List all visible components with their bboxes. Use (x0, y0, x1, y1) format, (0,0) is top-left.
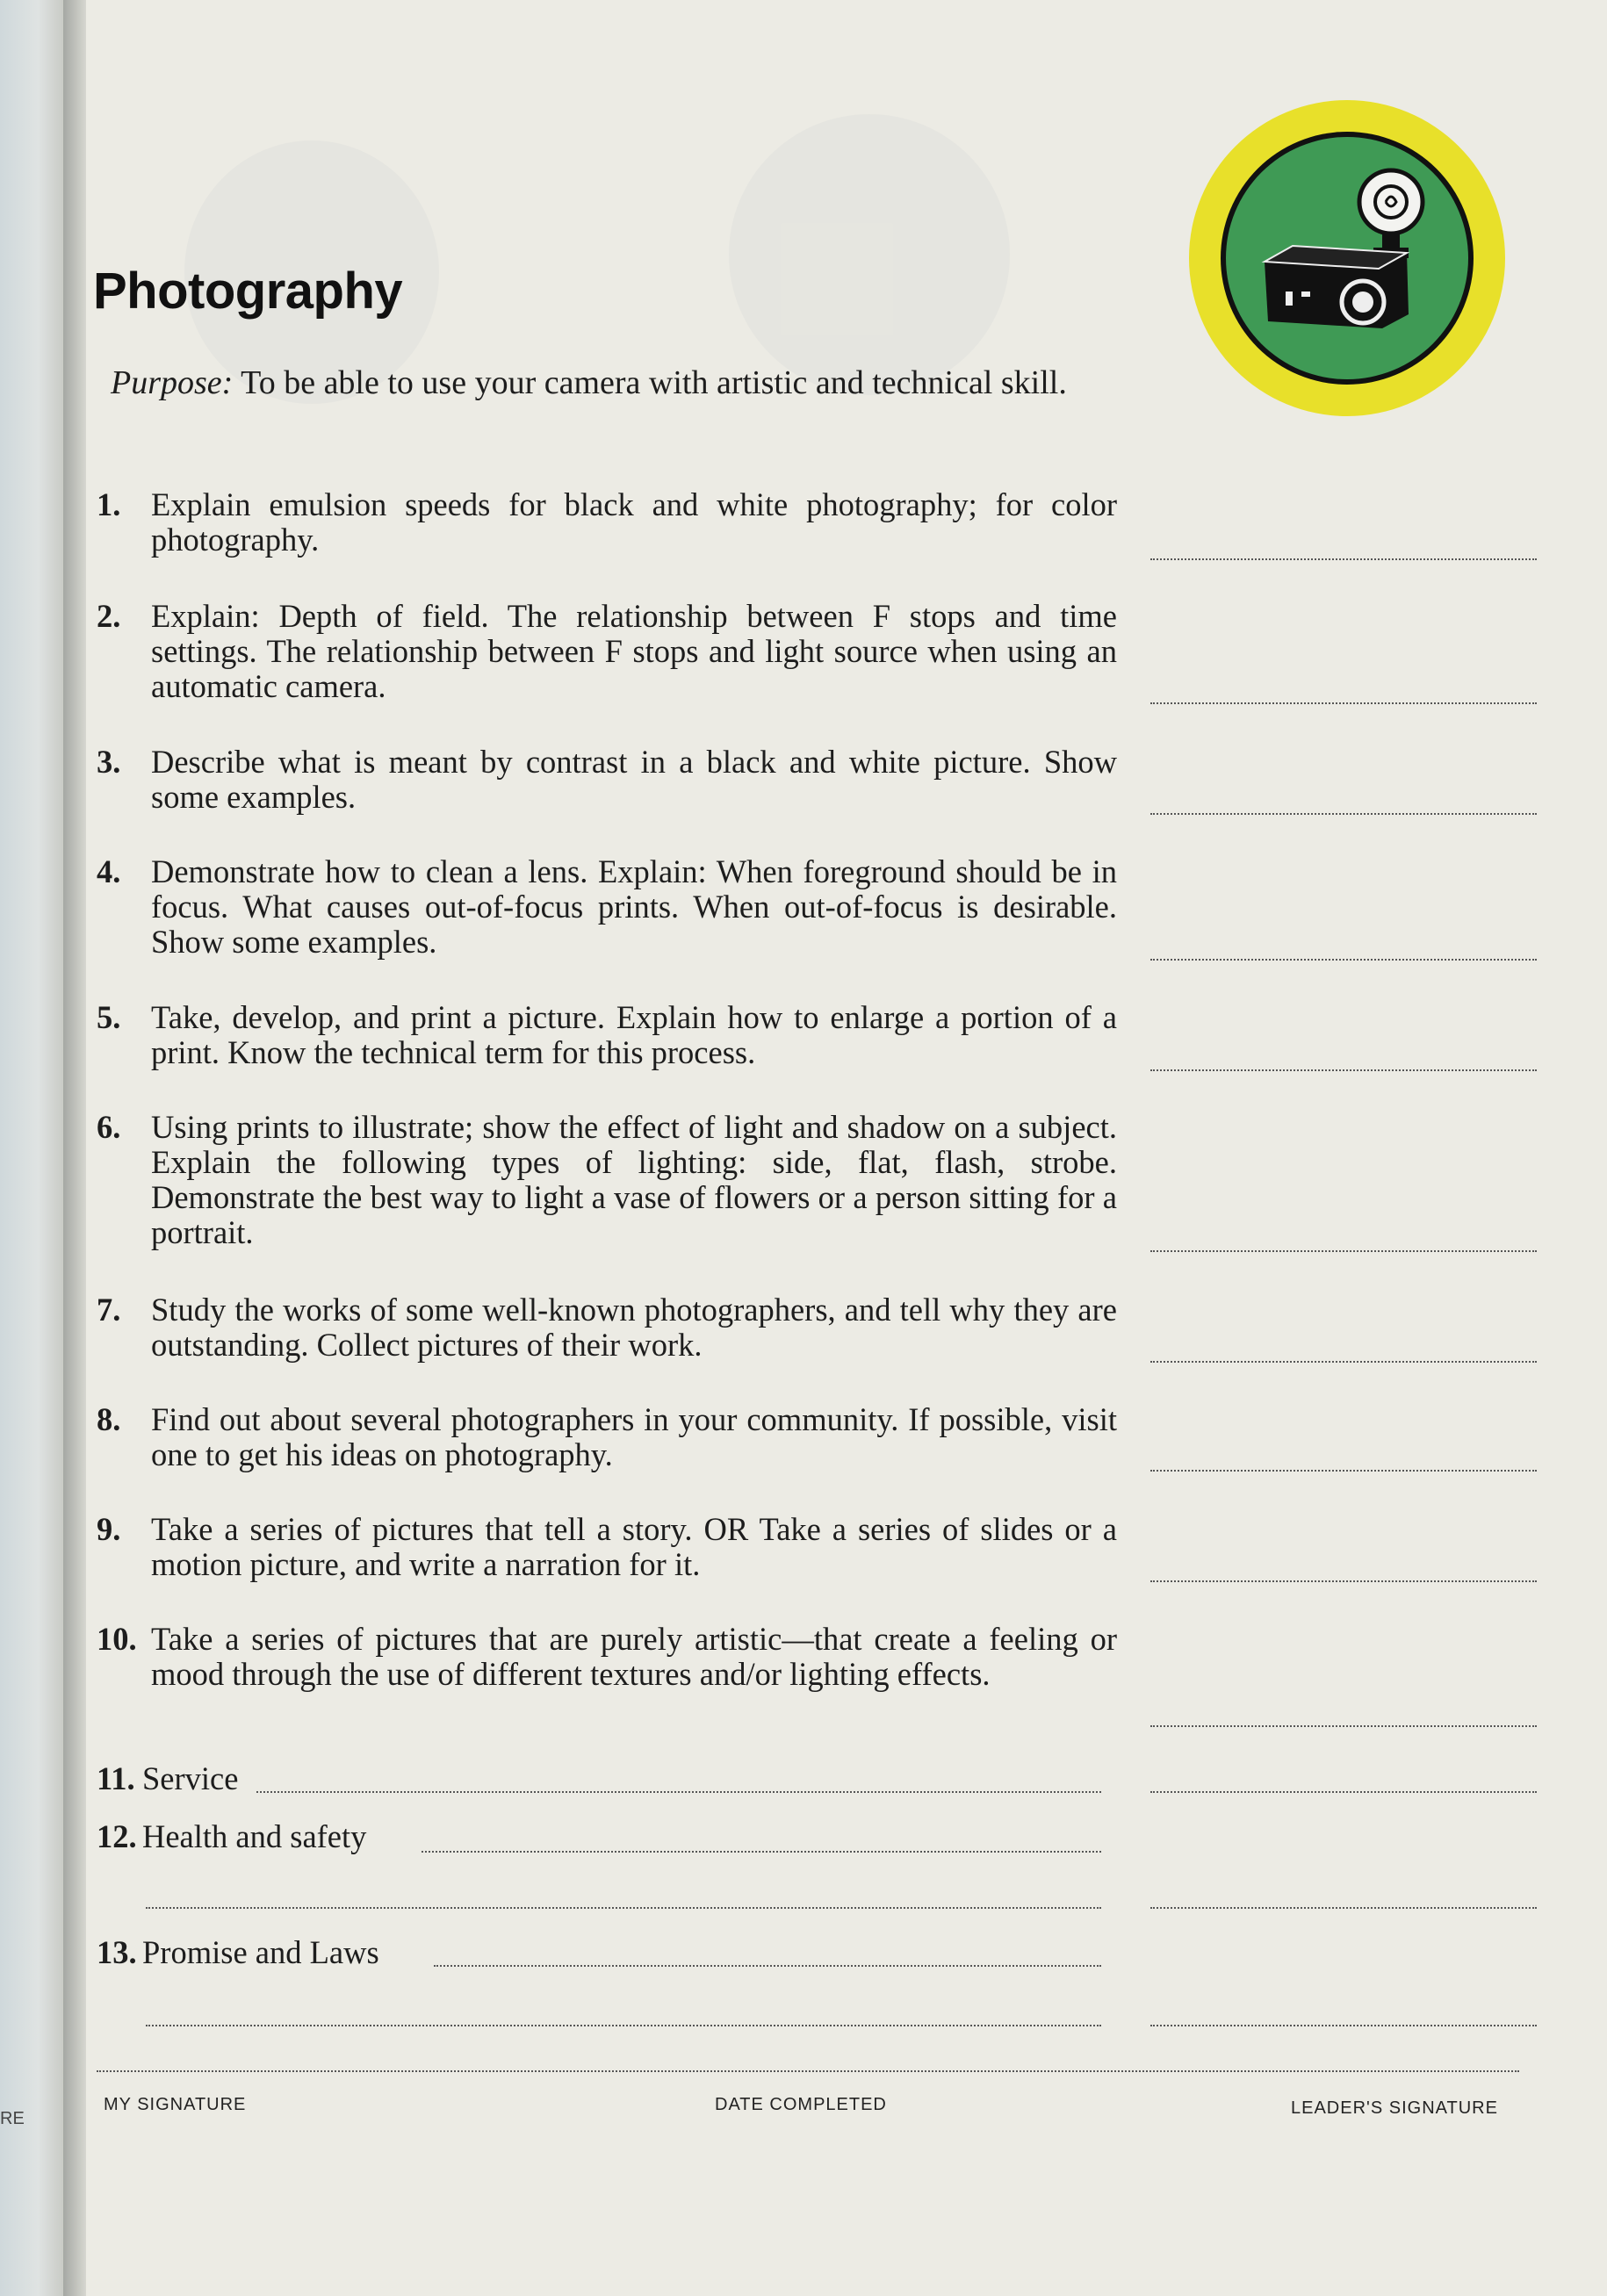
item-number: 13. (97, 1934, 137, 1970)
book-gutter (63, 0, 86, 2296)
signature-line[interactable] (1150, 813, 1537, 815)
signature-line[interactable] (1150, 1791, 1537, 1793)
item-text: Health and safety (142, 1818, 367, 1854)
item-text: Take, develop, and print a picture. Explain how to enlarge a portion of a print. Know the technical term for this process. (151, 999, 1117, 1070)
requirement-item-2 (97, 599, 1124, 704)
requirement-item-7 (97, 1292, 1124, 1363)
signature-line[interactable] (1150, 2025, 1537, 2026)
requirement-item-5 (97, 1000, 1124, 1070)
requirement-item-13 (97, 1935, 379, 1970)
signature-line[interactable] (1150, 1069, 1537, 1071)
my-signature-label: MY SIGNATURE (104, 2095, 247, 2114)
requirement-item-4 (97, 854, 1124, 960)
purpose-label: Purpose: (111, 364, 234, 401)
requirement-item-11 (97, 1761, 238, 1796)
signature-line[interactable] (1150, 1250, 1537, 1252)
item-text: Explain emulsion speeds for black and white photography; for color photography. (151, 486, 1117, 558)
leader-dots (146, 2025, 1101, 2026)
requirement-item-3 (97, 745, 1124, 815)
item-number: 6. (97, 1109, 121, 1145)
item-number: 8. (97, 1401, 121, 1437)
requirement-item-10 (97, 1622, 1124, 1692)
requirement-item-1 (97, 487, 1124, 558)
item-text: Service (142, 1760, 239, 1796)
page-title: Photography (93, 263, 403, 320)
requirement-item-12 (97, 1819, 366, 1854)
left-page-fragment: RE (0, 2109, 25, 2128)
item-text: Demonstrate how to clean a lens. Explain: When foreground should be in focus. What causes out-of-focus prints. When out-of-focus is desirable. Show some examples. (151, 853, 1117, 960)
show-through-shape (729, 114, 1010, 395)
item-number: 9. (97, 1511, 121, 1547)
item-text: Explain: Depth of field. The relationship between F stops and time settings. The relationship between F stops and light source when using an automatic camera. (151, 598, 1117, 704)
item-number: 10. (97, 1621, 137, 1657)
requirement-item-6 (97, 1110, 1124, 1250)
requirement-item-8 (97, 1402, 1124, 1472)
item-number: 1. (97, 486, 121, 522)
item-text: Find out about several photographers in your community. If possible, visit one to get his ideas on photography. (151, 1401, 1117, 1472)
signature-line[interactable] (1150, 558, 1537, 560)
item-number: 11. (97, 1760, 135, 1796)
signature-line[interactable] (1150, 1580, 1537, 1582)
item-text: Study the works of some well-known photographers, and tell why they are outstanding. Collect pictures of their work. (151, 1292, 1117, 1363)
item-text: Promise and Laws (142, 1934, 379, 1970)
requirement-item-9 (97, 1512, 1124, 1582)
camera-with-flash-icon (1187, 98, 1507, 418)
item-text: Take a series of pictures that tell a story. OR Take a series of slides or a motion picture, and write a narration for it. (151, 1511, 1117, 1582)
signature-line[interactable] (1150, 1725, 1537, 1727)
item-text: Take a series of pictures that are purely artistic—that create a feeling or mood through the use of different textures and/or lighting effects. (151, 1621, 1117, 1692)
signature-line[interactable] (1150, 1907, 1537, 1909)
item-number: 4. (97, 853, 121, 889)
signature-line[interactable] (1150, 1361, 1537, 1363)
footer-signature-line[interactable] (97, 2070, 1519, 2072)
item-number: 7. (97, 1292, 121, 1328)
leader-dots (434, 1965, 1101, 1967)
item-number: 12. (97, 1818, 137, 1854)
item-text: Describe what is meant by contrast in a black and white picture. Show some examples. (151, 744, 1117, 815)
date-completed-label: DATE COMPLETED (715, 2095, 887, 2114)
leader-dots (256, 1791, 1101, 1793)
item-number: 5. (97, 999, 121, 1035)
leaders-signature-label: LEADER'S SIGNATURE (1291, 2098, 1498, 2118)
leader-dots (146, 1907, 1101, 1909)
signature-line[interactable] (1150, 702, 1537, 704)
item-text: Using prints to illustrate; show the effect of light and shadow on a subject. Explain the following types of lighting: side, flat, flash, strobe. Demonstrate the best way to light a vase of flowers or a person sitting for a portrait. (151, 1109, 1117, 1250)
leader-dots (422, 1851, 1101, 1853)
left-page-edge (0, 0, 63, 2296)
signature-line[interactable] (1150, 1470, 1537, 1472)
item-number: 3. (97, 744, 121, 780)
item-number: 2. (97, 598, 121, 634)
purpose-text: To be able to use your camera with artistic and technical skill. (241, 364, 1067, 401)
purpose-statement (111, 362, 1121, 404)
signature-line[interactable] (1150, 959, 1537, 961)
